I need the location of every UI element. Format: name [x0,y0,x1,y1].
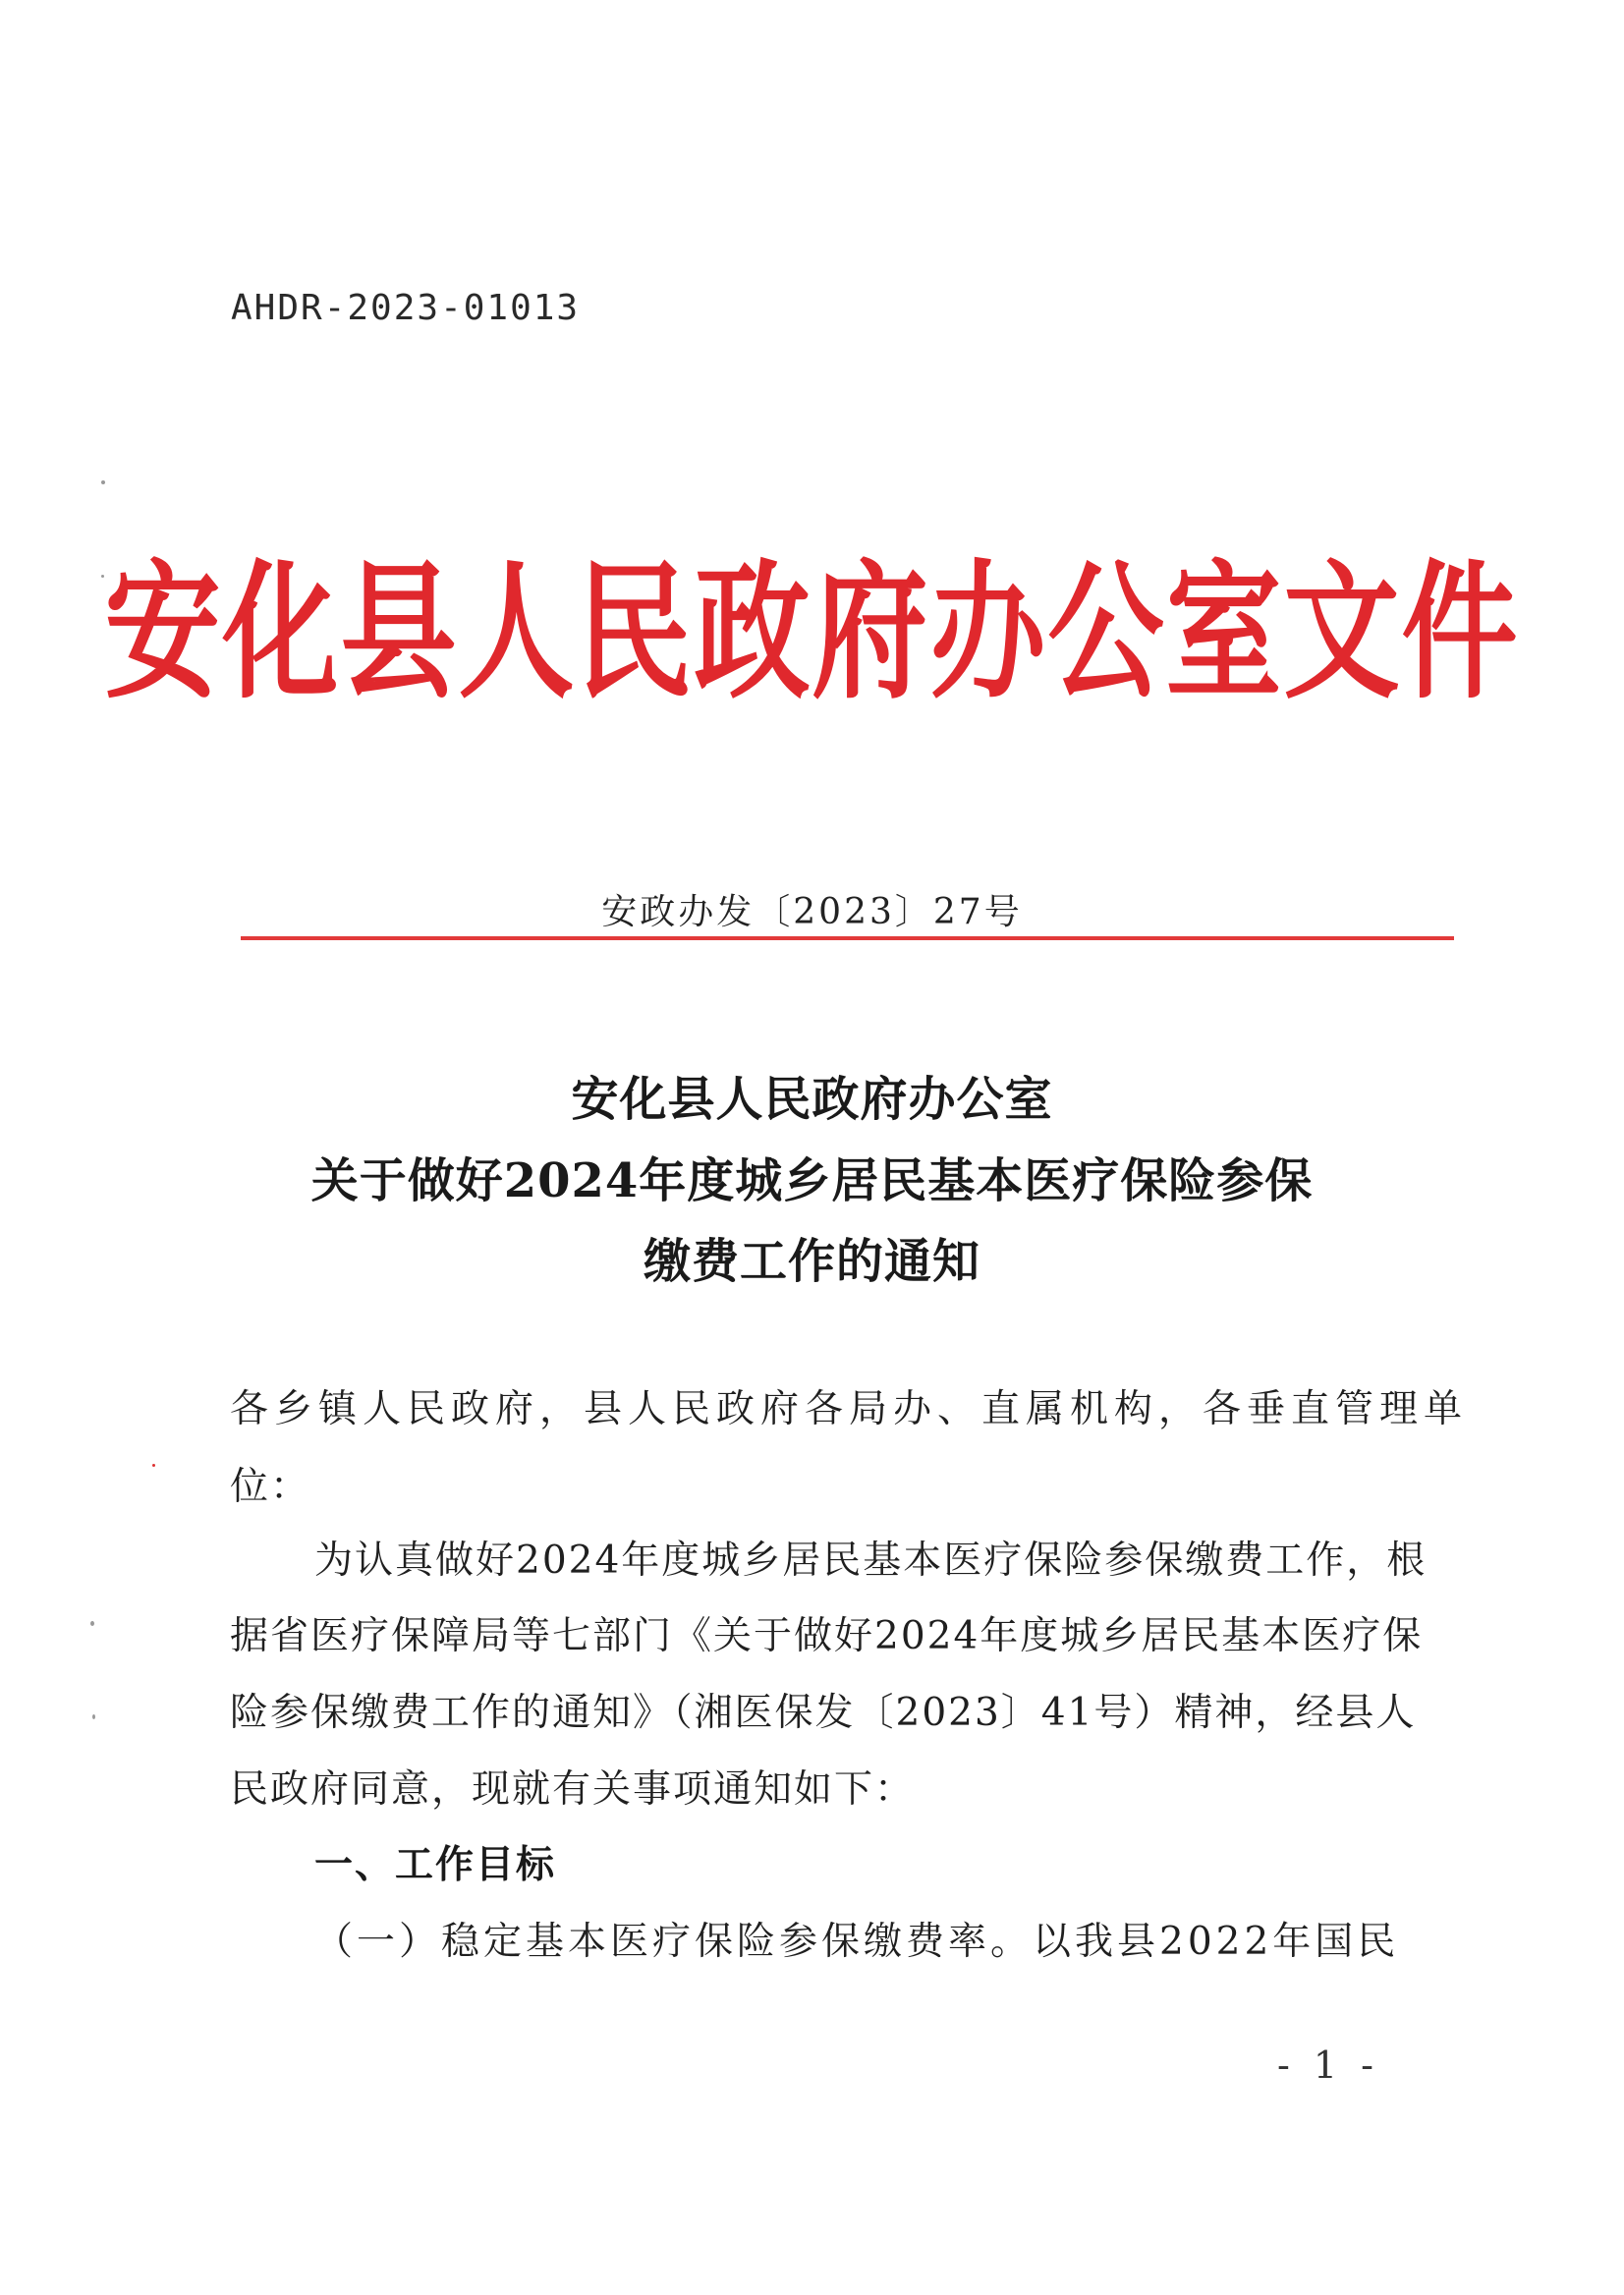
subsection-1-text: （一）稳定基本医疗保险参保缴费率。以我县2022年国民 [314,1920,1400,1964]
paragraph-1-line-4: 民政府同意，现就有关事项通知如下： [230,1767,916,1812]
scan-speck [92,1714,95,1719]
section-1-heading: 一、工作目标 [314,1843,557,1887]
title-line-2: 关于做好2024年度城乡居民基本医疗保险参保 [310,1153,1314,1208]
document-code: AHDR-2023-01013 [231,288,581,328]
title-line-1: 安化县人民政府办公室 [571,1072,1053,1127]
paragraph-1-line-2: 据省医疗保障局等七部门《关于做好2024年度城乡居民基本医疗保 [230,1614,1424,1658]
addressee-line-2: 位： [230,1465,311,1509]
paragraph-1-line-3: 险参保缴费工作的通知》（湘医保发〔2023〕41号）精神，经县人 [230,1691,1417,1735]
title-line-3: 缴费工作的通知 [643,1234,980,1289]
red-divider-line [241,936,1454,940]
scan-speck [90,1621,94,1626]
paragraph-1-line-1: 为认真做好2024年度城乡居民基本医疗保险参保缴费工作，根 [314,1539,1428,1583]
scan-speck [101,575,104,578]
red-header-title: 安化县人民政府办公室文件 [104,543,1520,719]
addressee-line-1: 各乡镇人民政府，县人民政府各局办、直属机构，各垂直管理单 [230,1387,1469,1431]
page-number: - 1 - [1277,2043,1380,2087]
scan-speck [152,1464,155,1467]
document-number: 安政办发〔2023〕27号 [601,892,1023,932]
scan-speck [101,480,105,484]
